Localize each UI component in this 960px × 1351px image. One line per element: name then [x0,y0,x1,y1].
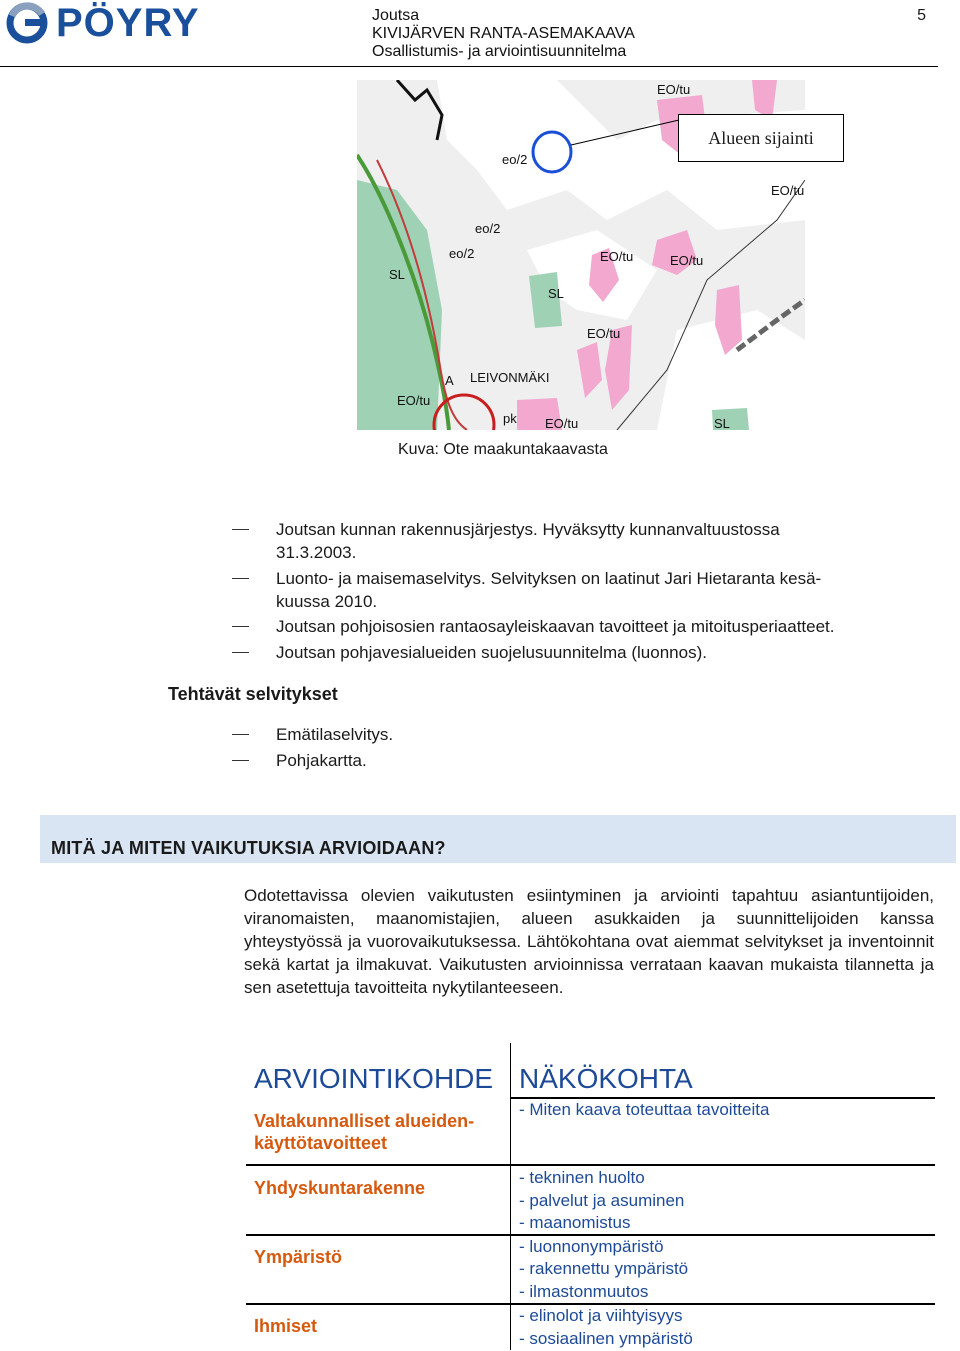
table-row-target: Valtakunnalliset alueiden- [254,1111,475,1131]
map-label: EO/tu [397,393,431,408]
table-rule [246,1164,935,1166]
table-row-aspect: - luonnonympäristö [519,1237,664,1256]
header-municipality: Joutsa [372,7,420,24]
poyry-logo-icon [6,2,48,44]
header-document-type: Osallistumis- ja arviointisuunnitelma [372,43,627,60]
table-row-aspect: - ilmastonmuutos [519,1282,649,1301]
table-row-aspect: - elinolot ja viihtyisyys [519,1306,683,1325]
table-row-target: Yhdyskuntarakenne [254,1178,426,1198]
map-label: LEIVONMÄKI [470,370,550,385]
map-label: eo/2 [475,221,501,236]
table-row-aspect: - maanomistus [519,1213,631,1232]
table-row-aspect: - Miten kaava toteuttaa tavoitteita [519,1100,770,1119]
map-caption: Kuva: Ote maakuntakaavasta [398,441,608,458]
map-label: EO/tu [587,326,621,341]
map-label: SL [389,267,405,282]
map-callout: Alueen sijainti [678,114,844,162]
header-divider [0,66,938,67]
map-label: EO/tu [600,249,634,264]
table-header-target: ARVIOINTIKOHDE [254,1063,494,1094]
header-plan-name: KIVIJÄRVEN RANTA-ASEMAKAAVA [372,25,635,42]
table-row-aspect: - rakennettu ympäristö [519,1259,689,1278]
table-header-aspect: NÄKÖKOHTA [519,1063,693,1094]
table-row-target: Ympäristö [254,1247,343,1267]
map-label: EO/tu [670,253,704,268]
table-row-target-continuation: käyttötavoitteet [254,1133,388,1153]
map-label: pk [503,411,517,426]
map-label: EO/tu [771,183,805,198]
tasks-heading: Tehtävät selvitykset [168,684,338,704]
table-row-aspect: - tekninen huolto [519,1168,645,1187]
section-paragraph: Odotettavissa olevien vaikutusten esiintyminen ja arviointi tapahtuu asiantuntijoiden, viranomaisten, maanomistajien, alueen asukkaiden ja suunnittelijoiden kanssa yhteystyössä ja vuorovaikutuksessa. Lähtökohtana ovat aiemmat selvitykset ja inventoinnit sekä kartat ja ilmakuvat. Vaikutusten arvioinnissa verrataan kaavan mukaista tilannetta ja sen asetettuja tavoitteita nykytilanteeseen. [244,886,934,997]
map-label: EO/tu [545,416,579,430]
company-logo-text: PÖYRY [56,1,200,45]
table-row-aspect: - palvelut ja asuminen [519,1191,685,1210]
map-label: eo/2 [502,152,528,167]
map-label: EO/tu [657,82,691,97]
map-label: SL [548,286,564,301]
map-label: A [445,373,454,388]
table-row-aspect: - sosiaalinen ympäristö [519,1329,693,1348]
table-row-target: Ihmiset [254,1316,318,1336]
section-title: MITÄ JA MITEN VAIKUTUKSIA ARVIOIDAAN? [51,838,446,858]
page-number: 5 [917,7,926,24]
map-label: eo/2 [449,246,475,261]
map-label: SL [714,416,730,430]
